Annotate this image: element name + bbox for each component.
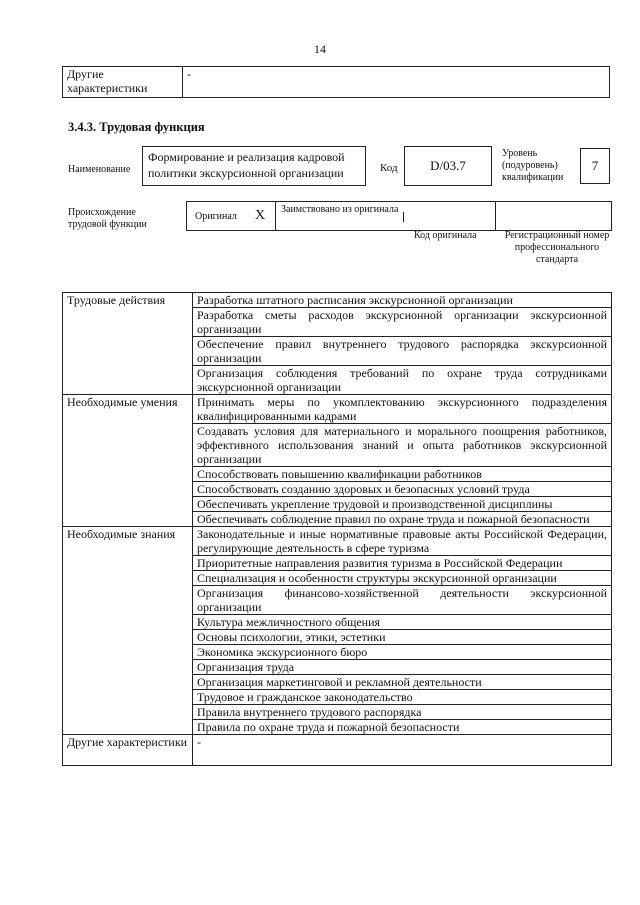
item-cell: Правила внутреннего трудового распорядка bbox=[193, 705, 612, 720]
function-code: D/03.7 bbox=[404, 146, 492, 186]
item-cell: Обеспечение правил внутреннего трудового распорядка экскурсионной организации bbox=[193, 337, 612, 366]
item-cell: Разработка штатного расписания экскурсионной организации bbox=[193, 293, 612, 308]
item-cell: Способствовать повышению квалификации работников bbox=[193, 467, 612, 482]
reg-number-label: Регистрационный номер профессионального стандарта bbox=[504, 230, 610, 265]
item-cell: Экономика экскурсионного бюро bbox=[193, 645, 612, 660]
code-original-label: Код оригинала bbox=[414, 230, 477, 241]
category-cell: Другие характеристики bbox=[63, 735, 193, 766]
item-cell: Обеспечивать укрепление трудовой и производственной дисциплины bbox=[193, 497, 612, 512]
other-characteristics-label: Другие характеристики bbox=[63, 67, 183, 98]
item-cell: Создавать условия для материального и морального поощрения работников, эффективного использования знаний и опыта работников экскурсионной организации bbox=[193, 424, 612, 467]
other-characteristics-table-top bbox=[62, 66, 610, 98]
item-cell: Законодательные и иные нормативные правовые акты Российской Федерации, регулирующие деятельность в сфере туризма bbox=[193, 527, 612, 556]
function-name: Формирование и реализация кадровой политики экскурсионной организации bbox=[142, 146, 366, 186]
item-cell: Трудовое и гражданское законодательство bbox=[193, 690, 612, 705]
section-heading: 3.4.3. Трудовая функция bbox=[68, 120, 205, 134]
table-row bbox=[63, 735, 612, 766]
table-row bbox=[63, 293, 612, 308]
table-row bbox=[63, 395, 612, 424]
category-cell: Трудовые действия bbox=[63, 293, 193, 395]
origin-label: Происхождение трудовой функции bbox=[68, 207, 147, 230]
original-label: Оригинал bbox=[195, 211, 237, 222]
item-cell: Обеспечивать соблюдение правил по охране труда и пожарной безопасности bbox=[193, 512, 612, 527]
qualification-level: 7 bbox=[580, 148, 610, 184]
item-cell: Организация финансово-хозяйственной деятельности экскурсионной организации bbox=[193, 586, 612, 615]
item-cell: Правила по охране труда и пожарной безопасности bbox=[193, 720, 612, 735]
item-cell: Приоритетные направления развития туризма в Российской Федерации bbox=[193, 556, 612, 571]
borrowed-label: Заимствовано из оригинала bbox=[281, 204, 399, 215]
name-label: Наименование bbox=[68, 164, 131, 175]
item-cell: Организация соблюдения требований по охране труда сотрудниками экскурсионной организации bbox=[193, 366, 612, 395]
item-cell: Разработка сметы расходов экскурсионной организации экскурсионной организации bbox=[193, 308, 612, 337]
other-characteristics-value: - bbox=[183, 67, 610, 98]
function-details-table bbox=[62, 292, 612, 766]
item-cell: Культура межличностного общения bbox=[193, 615, 612, 630]
item-cell: Способствовать созданию здоровых и безопасных условий труда bbox=[193, 482, 612, 497]
item-cell: Принимать меры по укомплектованию экскурсионного подразделения квалифицированными кадрами bbox=[193, 395, 612, 424]
code-label: Код bbox=[380, 162, 398, 174]
original-mark: X bbox=[255, 208, 266, 223]
category-cell: Необходимые умения bbox=[63, 395, 193, 527]
item-cell: Основы психологии, этики, эстетики bbox=[193, 630, 612, 645]
origin-box bbox=[186, 201, 612, 231]
item-cell: - bbox=[193, 735, 612, 766]
item-cell: Организация труда bbox=[193, 660, 612, 675]
level-label: Уровень (подуровень) квалификации bbox=[502, 148, 564, 183]
item-cell: Специализация и особенности структуры экскурсионной организации bbox=[193, 571, 612, 586]
item-cell: Организация маркетинговой и рекламной деятельности bbox=[193, 675, 612, 690]
page-number: 14 bbox=[314, 42, 326, 56]
category-cell: Необходимые знания bbox=[63, 527, 193, 735]
table-row bbox=[63, 527, 612, 556]
